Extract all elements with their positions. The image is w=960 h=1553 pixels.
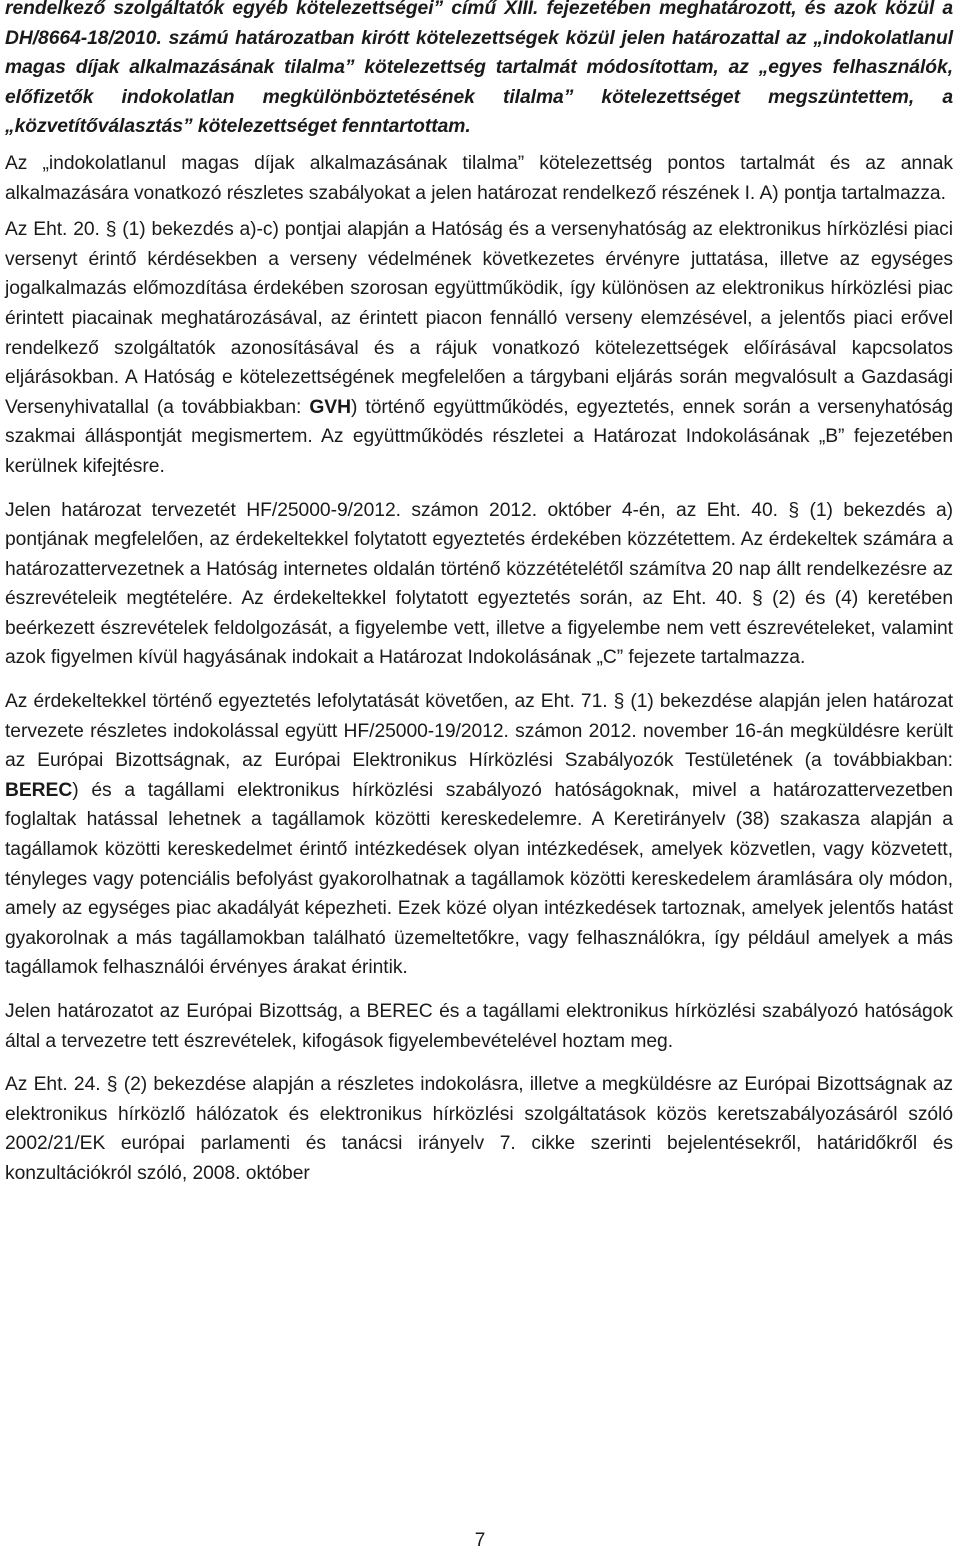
document-page — [5, 0, 953, 1189]
paragraph-7: Az Eht. 24. § (2) bekezdése alapján a részletes indokolásra, illetve a megküldésre az Európai Bizottságnak az elektronikus hírközlő hálózatok és elektronikus hírközlési szolgáltatások közös keretszabályozásáról szóló 2002/21/EK európai parlamenti és tanácsi irányelv 7. cikke szerinti bejelentésekről, határidőkről és konzultációkról szóló, 2008. október — [5, 1074, 953, 1184]
paragraph-6: Jelen határozatot az Európai Bizottság, a BEREC és a tagállami elektronikus hírközlési szabályozó hatóságok által a tervezetre tett észrevételek, kifogások figyelembevételével hoztam meg. — [5, 1001, 953, 1052]
paragraph-5-text-after: ) és a tagállami elektronikus hírközlési szabályozó hatóságoknak, mivel a határozattervezetben foglaltak hatással lehetnek a tagállamok közötti kereskedelemre. A Keretirányelv (38) szakasza alapján a tagállamok közötti kereskedelmet érintő intézkedések olyan intézkedések, amelyek közvetlen, vagy közvetett, tényleges vagy potenciális befolyást gyakorolhatnak a tagállamok közötti kereskedelem áramlására oly módon, amely az egységes piac akadályát képezheti. Ezek közé olyan intézkedések tartoznak, amelyek jelentős hatást gyakorolnak a más tagállamokban található üzemeltetőkre, vagy felhasználókra, így például amelyek a más tagállamok felhasználói érvényes árakat érintik. — [5, 779, 953, 979]
paragraph-5-text-before: Az érdekeltekkel történő egyeztetés lefolytatását követően, az Eht. 71. § (1) bekezdése alapján jelen határozat tervezete részletes indokolással együtt HF/25000-19/2012. számon 2012. november 16-án megküldésre került az Európai Bizottságnak, az Európai Elektronikus Hírközlési Szabályozók Testületének (a továbbiakban: — [5, 691, 953, 772]
abbreviation-gvh: GVH — [309, 396, 351, 418]
abbreviation-berec: BEREC — [5, 779, 73, 801]
paragraph-3 — [5, 215, 953, 481]
page-number: 7 — [474, 1530, 486, 1551]
paragraph-2: Az „indokolatlanul magas díjak alkalmazásának tilalma” kötelezettség pontos tartalmát és az annak alkalmazására vonatkozó részletes szabályokat a jelen határozat rendelkező részének I. A) pontja tartalmazza. — [5, 152, 953, 204]
paragraph-3-text-before: Az Eht. 20. § (1) bekezdés a)-c) pontjai alapján a Hatóság és a versenyhatóság az elektronikus hírközlési piaci versenyt érintő kérdésekben a verseny védelmének következetes érvényre juttatása, illetve az egységes jogalkalmazás előmozdítása érdekében szorosan együttműködik, így különösen az elektronikus hírközlési piac érintett piacainak meghatározásával, az érintett piacon fennálló verseny elemzésével, a jelentős piaci erővel rendelkező szolgáltatók azonosításával és a rájuk vonatkozó kötelezettségek előírásával kapcsolatos eljárásokban. A Hatóság e kötelezettségének megfelelően a tárgybani eljárás során megvalósult a Gazdasági Versenyhivatallal (a továbbiakban: — [5, 219, 953, 418]
paragraph-3-text-after: ) történő együttműködés, egyeztetés, ennek során a versenyhatóság szakmai álláspontját megismertem. Az együttműködés részletei a Határozat Indokolásának „B” fejezetében kerülnek kifejtésre. — [5, 396, 953, 477]
paragraph-5 — [5, 687, 953, 983]
paragraph-4: Jelen határozat tervezetét HF/25000-9/2012. számon 2012. október 4-én, az Eht. 40. § (1) bekezdés a) pontjának megfelelően, az érdekeltekkel folytatott egyeztetés érdekében közzétettem. Az érdekeltek számára a határozattervezetnek a Hatóság internetes oldalán történő közzétételétől számítva 20 nap állt rendelkezésre az észrevételeik megtételére. Az érdekeltekkel folytatott egyeztetés során, az Eht. 40. § (2) és (4) keretében beérkezett észrevételek feldolgozását, a figyelembe vett, illetve a figyelembe nem vett észrevételeket, valamint azok figyelmen kívül hagyásának indokait a Határozat Indokolásának „C” fejezete tartalmazza. — [5, 499, 953, 669]
paragraph-1: rendelkező szolgáltatók egyéb kötelezettségei” című XIII. fejezetében meghatározott, és azok közül a DH/8664-18/2010. számú határozatban kirótt kötelezettségek közül jelen határozattal az „indokolatlanul magas díjak alkalmazásának tilalma” kötelezettség tartalmát módosítottam, az „egyes felhasználók, előfizetők indokolatlan megkülönböztetésének tilalma” kötelezettséget megszüntettem, a „közvetítőválasztás” kötelezettséget fenntartottam. — [5, 0, 953, 138]
